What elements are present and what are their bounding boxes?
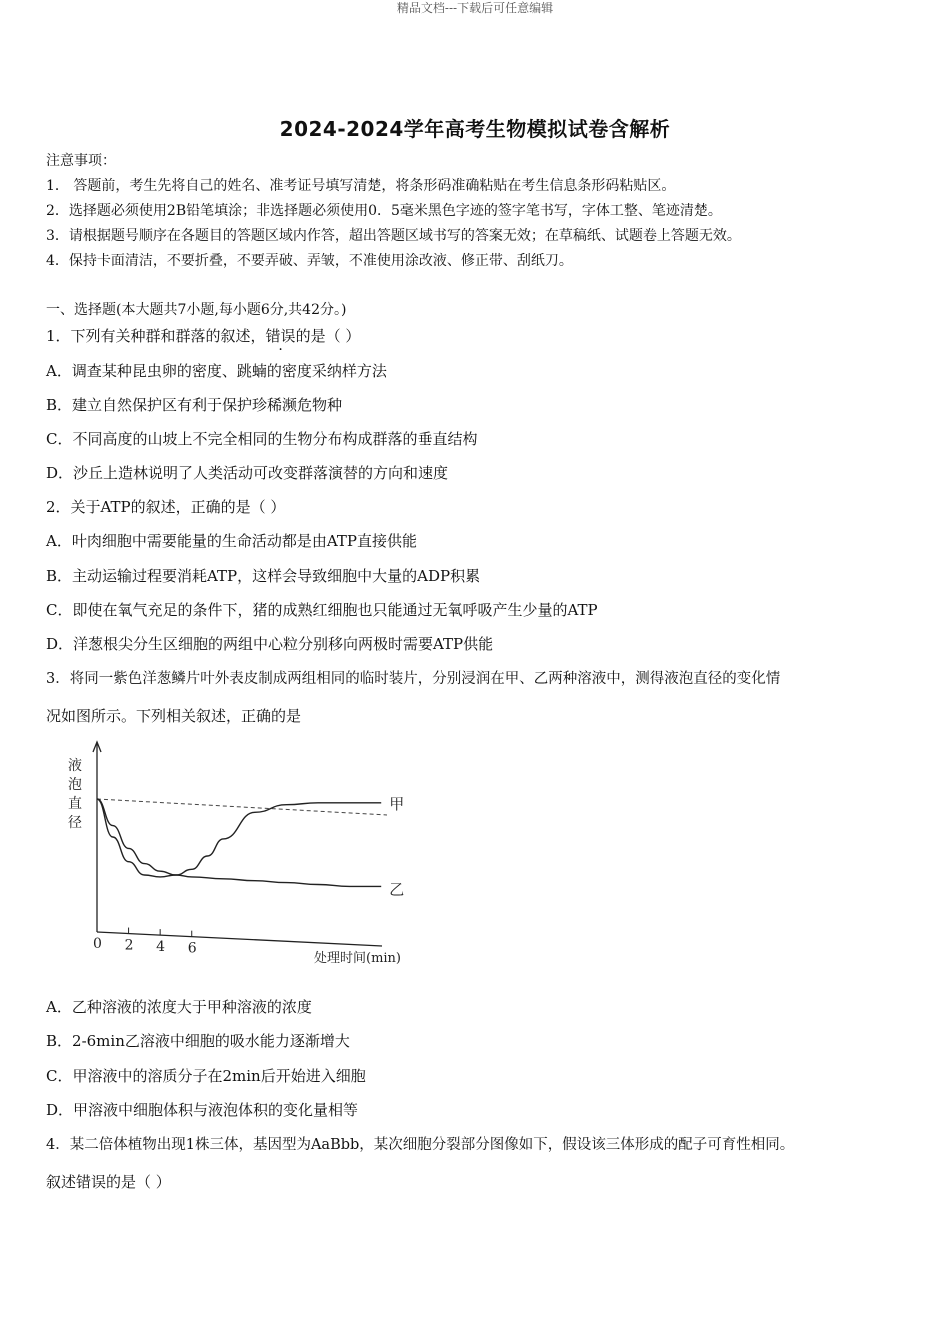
y-axis-label-char: 泡: [68, 777, 82, 793]
question-2-option-a: A．叶肉细胞中需要能量的生命活动都是由ATP直接供能: [46, 532, 417, 550]
question-4-stem-line2: 叙述错误的是（ ）: [46, 1173, 171, 1191]
x-tick-label: 0: [93, 936, 102, 952]
question-3-stem-line1: 3．将同一紫色洋葱鳞片叶外表皮制成两组相同的临时装片，分别浸润在甲、乙两种溶液中，测得液泡直径的变化情: [46, 671, 781, 687]
y-axis-label: [68, 757, 82, 831]
question-1-option-a: A．调查某种昆虫卵的密度、跳蝻的密度采纳样方法: [46, 362, 387, 380]
notice-item: 3．请根据题号顺序在各题目的答题区域内作答，超出答题区域书写的答案无效；在草稿纸、试题卷上答题无效。: [46, 228, 741, 244]
series-label: 乙: [389, 880, 405, 899]
y-axis-label-char: 径: [68, 815, 82, 831]
series-label: 甲: [389, 794, 405, 813]
page-title: 2024-2024学年高考生物模拟试卷含解析: [279, 117, 671, 141]
section-heading: 一、选择题(本大题共7小题,每小题6分,共42分。): [46, 302, 347, 318]
reference-dashed-line: [97, 799, 387, 815]
header-note: 精品文档---下载后可任意编辑: [396, 1, 554, 15]
x-tick-label: 4: [156, 939, 166, 956]
question-4-stem-line1: 4．某二倍体植物出现1株三体，基因型为AaBbb，某次细胞分裂部分图像如下，假设该三体形成的配子可育性相同。: [46, 1137, 795, 1153]
series-lines: [97, 795, 404, 899]
question-1-stem-text: 1．下列有关种群和群落的叙述，: [46, 327, 266, 345]
question-2-option-c: C．即使在氧气充足的条件下，猪的成熟红细胞也只能通过无氧呼吸产生少量的ATP: [46, 601, 598, 619]
x-axis: [97, 932, 382, 946]
question-3-option-d: D．甲溶液中细胞体积与液泡体积的变化量相等: [46, 1101, 359, 1119]
chart-axes: [93, 742, 382, 946]
notice-heading: 注意事项：: [46, 153, 116, 169]
question-3-stem-line2: 况如图所示。下列相关叙述，正确的是: [46, 707, 302, 725]
question-1-option-d: D．沙丘上造林说明了人类活动可改变群落演替的方向和速度: [46, 464, 449, 482]
x-axis-ticks: [93, 928, 197, 957]
x-tick-label: 2: [124, 937, 134, 954]
y-axis-label-char: 液: [68, 758, 82, 774]
question-2-stem: 2．关于ATP的叙述，正确的是（ ）: [46, 498, 286, 516]
question-3-option-a: A．乙种溶液的浓度大于甲种溶液的浓度: [46, 998, 312, 1016]
question-3-option-c: C．甲溶液中的溶质分子在2min后开始进入细胞: [46, 1067, 366, 1085]
x-axis-label: 处理时间(min): [314, 951, 402, 966]
question-1-stem-tail: 的是（ ）: [295, 327, 361, 345]
x-tick-label: 6: [187, 940, 197, 957]
question-2-option-b: B．主动运输过程要消耗ATP，这样会导致细胞中大量的ADP积累: [46, 567, 481, 585]
series-line-jia: [97, 799, 381, 877]
question-3-option-b: B．2-6min乙溶液中细胞的吸水能力逐渐增大: [46, 1032, 350, 1050]
question-1-option-b: B．建立自然保护区有利于保护珍稀濒危物种: [46, 396, 343, 414]
question-2-option-d: D．洋葱根尖分生区细胞的两组中心粒分别移向两极时需要ATP供能: [46, 635, 494, 653]
question-1-stem: [46, 326, 360, 346]
question-1-option-c: C．不同高度的山坡上不完全相同的生物分布构成群落的垂直结构: [46, 430, 478, 448]
notice-item: 4．保持卡面清洁，不要折叠，不要弄破、弄皱，不准使用涂改液、修正带、刮纸刀。: [46, 253, 573, 269]
notice-item: 2．选择题必须使用2B铅笔填涂；非选择题必须使用0．5毫米黑色字迹的签字笔书写，字体工整、笔迹清楚。: [46, 203, 722, 219]
notice-item: 1． 答题前，考生先将自己的姓名、准考证号填写清楚，将条形码准确粘贴在考生信息条形码粘贴区。: [46, 178, 676, 194]
vacuole-diameter-chart: [62, 736, 422, 968]
y-axis-label-char: 直: [68, 796, 82, 812]
emphasis-mark: 错误: [265, 327, 296, 345]
